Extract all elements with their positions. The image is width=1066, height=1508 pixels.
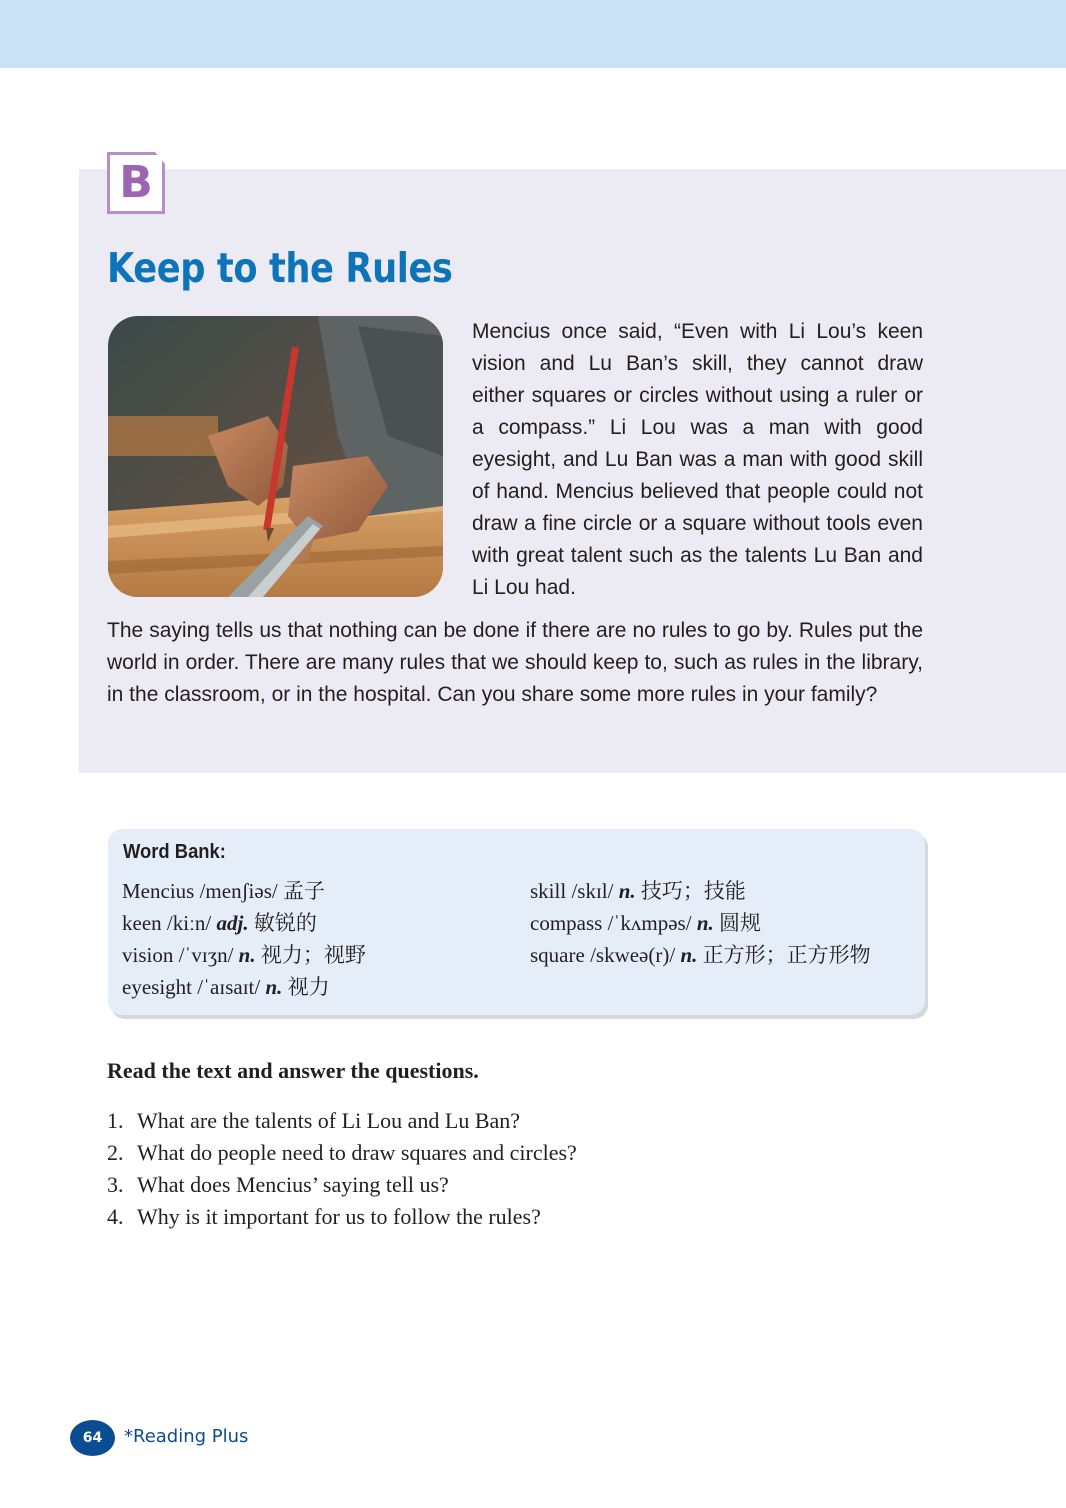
question-item: 2. What do people need to draw squares and circles? bbox=[107, 1140, 577, 1165]
word-bank-entry: vision /ˈvɪʒn/ n. 视力；视野 bbox=[122, 943, 366, 967]
question-item: 4. Why is it important for us to follow the rules? bbox=[107, 1204, 541, 1229]
word-bank-entry: keen /kiːn/ adj. 敏锐的 bbox=[122, 911, 317, 935]
intro-paragraph: Mencius once said, “Even with Li Lou’s keen vision and Lu Ban’s skill, they cannot draw either squares or circles without using a ruler or a compass.” Li Lou was a man with good eyesight, and Lu Ban was a man with good skill of hand. Mencius believed that people could not draw a fine circle or a square without tools even with great talent such as the talents Lu Ban and Li Lou had. bbox=[472, 320, 923, 599]
top-color-band bbox=[0, 0, 1066, 68]
word-bank-right-column bbox=[530, 875, 871, 971]
word-bank-entry: square /skweə(r)/ n. 正方形；正方形物 bbox=[530, 943, 871, 967]
questions-instructions: Read the text and answer the questions. bbox=[107, 1058, 479, 1083]
body-paragraph: The saying tells us that nothing can be done if there are no rules to go by. Rules put the world in order. There are many rules that we should keep to, such as rules in the library, in the classroom, or in the hospital. Can you share some more rules in your family? bbox=[107, 619, 923, 706]
footer-section-label: *Reading Plus bbox=[124, 1426, 249, 1447]
page-title: Keep to the Rules bbox=[107, 244, 453, 292]
word-bank-title: Word Bank: bbox=[123, 841, 226, 863]
question-list bbox=[107, 1105, 577, 1233]
word-bank-entry: skill /skɪl/ n. 技巧；技能 bbox=[530, 879, 746, 903]
word-bank-entry: Mencius /menʃiəs/ 孟子 bbox=[122, 879, 325, 903]
word-bank bbox=[108, 829, 925, 1015]
question-item: 1. What are the talents of Li Lou and Lu Ban? bbox=[107, 1108, 521, 1133]
hands-drawing-with-pencil-and-ruler-icon bbox=[108, 316, 443, 597]
word-bank-entry: eyesight /ˈaɪsaɪt/ n. 视力 bbox=[122, 975, 330, 999]
word-bank-entry: compass /ˈkʌmpəs/ n. 圆规 bbox=[530, 911, 762, 935]
section-letter: B bbox=[119, 157, 153, 208]
question-item: 3. What does Mencius’ saying tell us? bbox=[107, 1172, 449, 1197]
word-bank-left-column bbox=[122, 875, 366, 1003]
hands-drawing-photo bbox=[108, 316, 443, 597]
page-number-badge: 64 bbox=[70, 1420, 115, 1456]
